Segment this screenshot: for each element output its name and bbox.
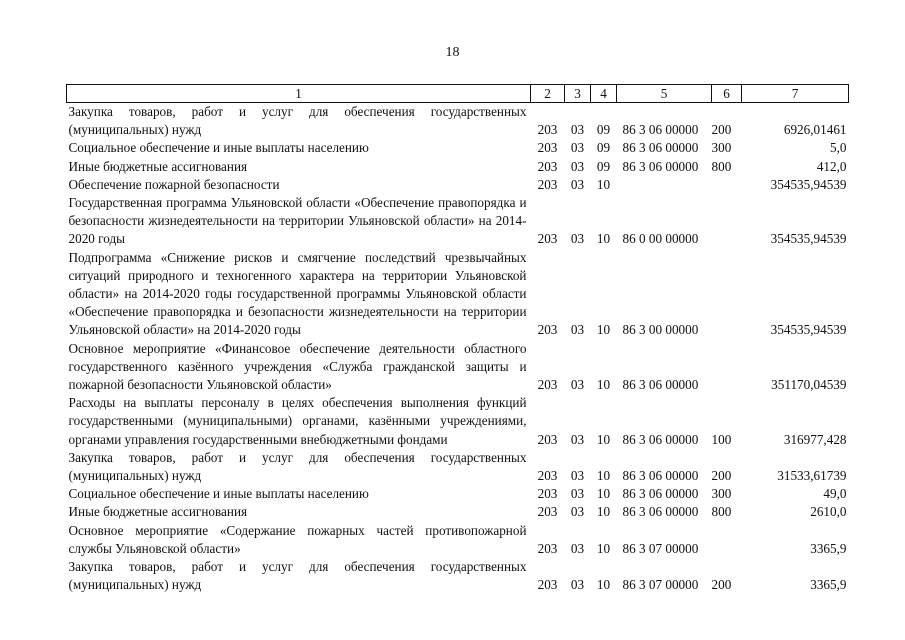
expense-type-cell <box>712 176 742 194</box>
section-cell: 03 <box>570 486 585 502</box>
row-name-cell: Социальное обеспечение и иные выплаты населению <box>68 140 369 156</box>
code-admin-cell: 203 <box>537 158 558 174</box>
target-article-cell: 86 3 06 00000 <box>622 377 699 393</box>
target-article-cell: 86 3 06 00000 <box>622 486 699 502</box>
row-name-cell: Подпрограмма «Снижение рисков и смягчение последствий чрезвычайных ситуаций природного и техногенного характера на территории Ульяновской области» на 2014-2020 годы государственной программы Ульяновской области «Обеспечение правопорядка и безопасности жизнедеятельности на территории Ульяновской области» на 2014-2020 годы <box>68 249 527 338</box>
expense-type-cell <box>712 340 742 395</box>
row-name-cell: Государственная программа Ульяновской области «Обеспечение правопорядка и безопасности жизнедеятельности на территории Ульяновской области» на 2014-2020 годы <box>68 195 527 247</box>
amount-cell: 49,0 <box>823 486 847 502</box>
amount-cell: 2610,0 <box>810 504 847 520</box>
table-row <box>67 103 849 140</box>
target-article-cell: 86 3 07 00000 <box>622 577 699 593</box>
amount-cell: 354535,94539 <box>770 176 847 192</box>
code-admin-cell: 203 <box>537 122 558 138</box>
target-article-cell: 86 3 06 00000 <box>622 158 699 174</box>
subsection-cell: 10 <box>596 468 611 484</box>
expense-type-cell: 800 <box>711 504 732 520</box>
expense-type-cell: 100 <box>711 431 732 447</box>
table-row <box>67 194 849 249</box>
subsection-cell: 10 <box>596 231 611 247</box>
expense-type-cell <box>712 249 742 340</box>
target-article-cell: 86 3 06 00000 <box>622 122 699 138</box>
row-name-cell: Обеспечение пожарной безопасности <box>68 176 280 192</box>
target-article-cell: 86 3 00 00000 <box>622 322 699 338</box>
row-name-cell: Основное мероприятие «Содержание пожарных частей противопожарной службы Ульяновской области» <box>68 522 527 556</box>
row-name-cell: Социальное обеспечение и иные выплаты населению <box>68 486 369 502</box>
table-row <box>67 558 849 594</box>
target-article-cell: 86 3 07 00000 <box>622 540 699 556</box>
target-article-cell: 86 3 06 00000 <box>622 140 699 156</box>
code-admin-cell: 203 <box>537 322 558 338</box>
table-row <box>67 394 849 449</box>
section-cell: 03 <box>570 122 585 138</box>
expense-type-cell: 800 <box>711 158 732 174</box>
row-name-cell: Расходы на выплаты персоналу в целях обеспечения выполнения функций государственными (муниципальными) органами, казёнными учреждениями, органами управления государственными внебюджетными фондами <box>68 395 527 447</box>
expense-type-cell: 200 <box>711 468 732 484</box>
row-name-cell: Закупка товаров, работ и услуг для обеспечения государственных (муниципальных) нужд <box>68 449 527 484</box>
table-row <box>67 522 849 558</box>
amount-cell: 354535,94539 <box>770 322 847 338</box>
column-header-1: 1 <box>67 85 531 103</box>
code-admin-cell: 203 <box>537 377 558 393</box>
target-article-cell: 86 0 00 00000 <box>622 231 699 247</box>
subsection-cell: 09 <box>596 140 611 156</box>
section-cell: 03 <box>570 231 585 247</box>
amount-cell: 6926,01461 <box>783 122 847 138</box>
code-admin-cell: 203 <box>537 486 558 502</box>
column-header-4: 4 <box>591 85 617 103</box>
subsection-cell: 10 <box>596 176 611 192</box>
amount-cell: 316977,428 <box>783 431 847 447</box>
column-header-2: 2 <box>531 85 565 103</box>
code-admin-cell: 203 <box>537 231 558 247</box>
expense-type-cell <box>712 194 742 249</box>
row-name-cell: Иные бюджетные ассигнования <box>68 504 248 520</box>
amount-cell: 5,0 <box>830 140 847 156</box>
amount-cell: 3365,9 <box>810 577 847 593</box>
amount-cell: 412,0 <box>816 158 847 174</box>
table-row <box>67 158 849 176</box>
table-row <box>67 503 849 521</box>
section-cell: 03 <box>570 322 585 338</box>
expense-type-cell: 300 <box>711 486 732 502</box>
section-cell: 03 <box>570 158 585 174</box>
expense-type-cell: 300 <box>711 140 732 156</box>
table-row <box>67 449 849 485</box>
target-article-cell: 86 3 06 00000 <box>622 431 699 447</box>
expense-type-cell: 200 <box>711 577 732 593</box>
code-admin-cell: 203 <box>537 540 558 556</box>
section-cell: 03 <box>570 577 585 593</box>
table-header-row <box>67 85 849 103</box>
expense-type-cell: 200 <box>711 122 732 138</box>
row-name-cell: Закупка товаров, работ и услуг для обеспечения государственных (муниципальных) нужд <box>68 559 527 593</box>
table-row <box>67 249 849 340</box>
code-admin-cell: 203 <box>537 504 558 520</box>
row-name-cell: Иные бюджетные ассигнования <box>68 158 248 174</box>
section-cell: 03 <box>570 176 585 192</box>
column-header-6: 6 <box>712 85 742 103</box>
code-admin-cell: 203 <box>537 176 558 192</box>
table-row <box>67 139 849 157</box>
code-admin-cell: 203 <box>537 140 558 156</box>
section-cell: 03 <box>570 504 585 520</box>
expense-type-cell <box>712 522 742 558</box>
table-row <box>67 485 849 503</box>
table-row <box>67 176 849 194</box>
section-cell: 03 <box>570 377 585 393</box>
budget-table <box>66 84 849 594</box>
subsection-cell: 09 <box>596 158 611 174</box>
row-name-cell: Закупка товаров, работ и услуг для обеспечения государственных (муниципальных) нужд <box>68 104 527 138</box>
section-cell: 03 <box>570 468 585 484</box>
page-number: 18 <box>445 45 460 60</box>
amount-cell: 354535,94539 <box>770 231 847 247</box>
subsection-cell: 10 <box>596 322 611 338</box>
code-admin-cell: 203 <box>537 468 558 484</box>
section-cell: 03 <box>570 540 585 556</box>
code-admin-cell: 203 <box>537 431 558 447</box>
subsection-cell: 10 <box>596 377 611 393</box>
column-header-7: 7 <box>742 85 849 103</box>
amount-cell: 31533,61739 <box>777 468 847 484</box>
section-cell: 03 <box>570 140 585 156</box>
subsection-cell: 10 <box>596 540 611 556</box>
amount-cell: 351170,04539 <box>771 377 847 393</box>
amount-cell: 3365,9 <box>810 540 847 556</box>
column-header-5: 5 <box>617 85 712 103</box>
row-name-cell: Основное мероприятие «Финансовое обеспечение деятельности областного государственного казённого учреждения «Служба гражданской защиты и пожарной безопасности Ульяновской области» <box>68 340 527 393</box>
subsection-cell: 09 <box>596 122 611 138</box>
target-article-cell <box>617 176 712 194</box>
subsection-cell: 10 <box>596 504 611 520</box>
target-article-cell: 86 3 06 00000 <box>622 468 699 484</box>
column-header-3: 3 <box>565 85 591 103</box>
code-admin-cell: 203 <box>537 577 558 593</box>
subsection-cell: 10 <box>596 486 611 502</box>
subsection-cell: 10 <box>596 577 611 593</box>
table-row <box>67 340 849 395</box>
section-cell: 03 <box>570 431 585 447</box>
target-article-cell: 86 3 06 00000 <box>622 504 699 520</box>
subsection-cell: 10 <box>596 431 611 447</box>
